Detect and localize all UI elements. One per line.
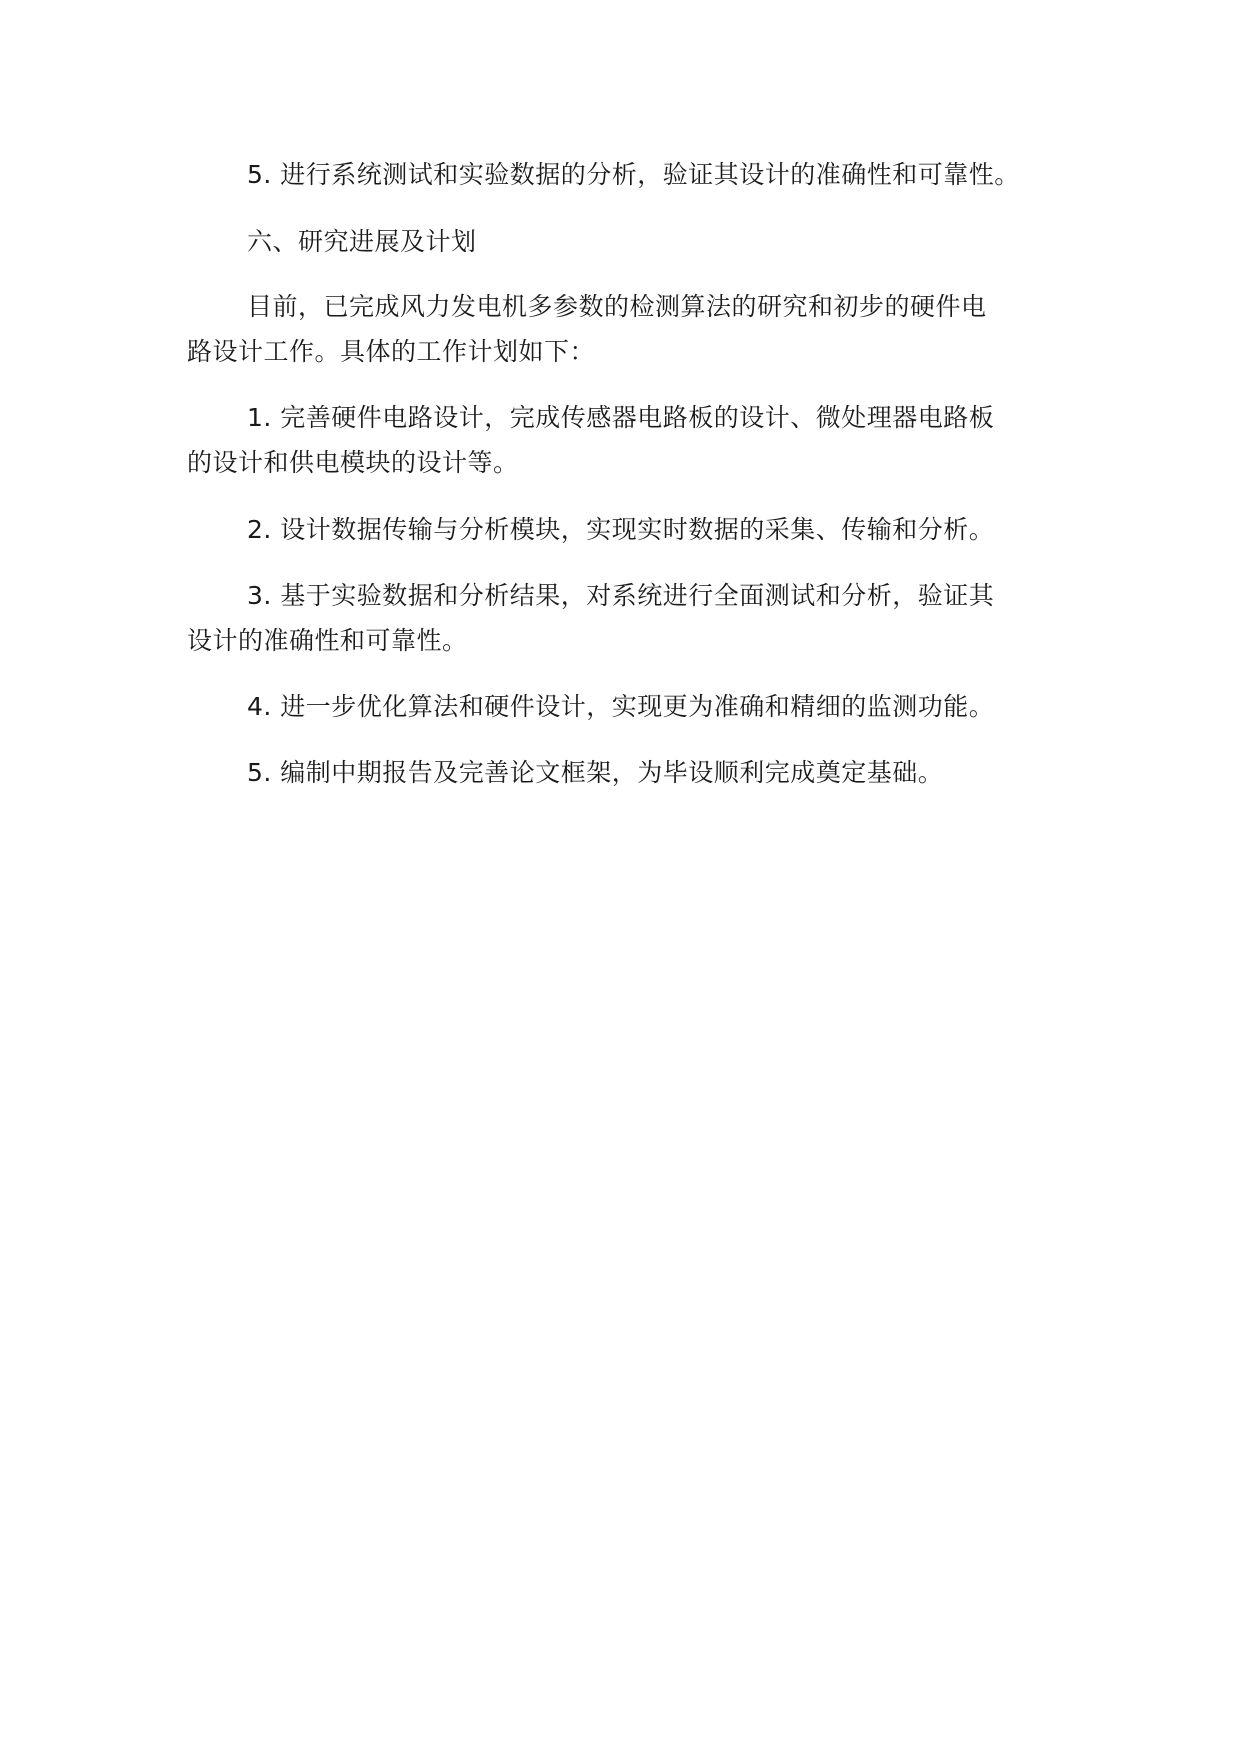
- list-item-5: [187, 750, 1047, 795]
- text-line: 3. 基于实验数据和分析结果，对系统进行全面测试和分析，验证其: [247, 581, 995, 610]
- section-heading-progress-plan: [187, 219, 1047, 264]
- text-line: 1. 完善硬件电路设计，完成传感器电路板的设计、微处理器电路板: [247, 403, 995, 432]
- list-item-3: [187, 573, 1047, 663]
- list-item-2: [187, 507, 1047, 552]
- list-item-4: [187, 684, 1047, 729]
- text-line: 4. 进一步优化算法和硬件设计，实现更为准确和精细的监测功能。: [247, 692, 995, 721]
- list-item-1: [187, 395, 1047, 485]
- text-line: 5. 进行系统测试和实验数据的分析，验证其设计的准确性和可靠性。: [247, 160, 1020, 189]
- text-line: 5. 编制中期报告及完善论文框架，为毕设顺利完成奠定基础。: [247, 758, 944, 787]
- text-line: 目前，已完成风力发电机多参数的检测算法的研究和初步的硬件电: [247, 292, 987, 321]
- text-line: 2. 设计数据传输与分析模块，实现实时数据的采集、传输和分析。: [247, 515, 995, 544]
- text-line: 六、研究进展及计划: [247, 227, 477, 256]
- text-line: 的设计和供电模块的设计等。: [187, 448, 519, 477]
- paragraph-current-status: [187, 284, 1047, 374]
- text-line: 设计的准确性和可靠性。: [187, 626, 468, 655]
- text-line: 路设计工作。具体的工作计划如下：: [187, 337, 596, 366]
- paragraph-test-analysis: [187, 152, 1047, 197]
